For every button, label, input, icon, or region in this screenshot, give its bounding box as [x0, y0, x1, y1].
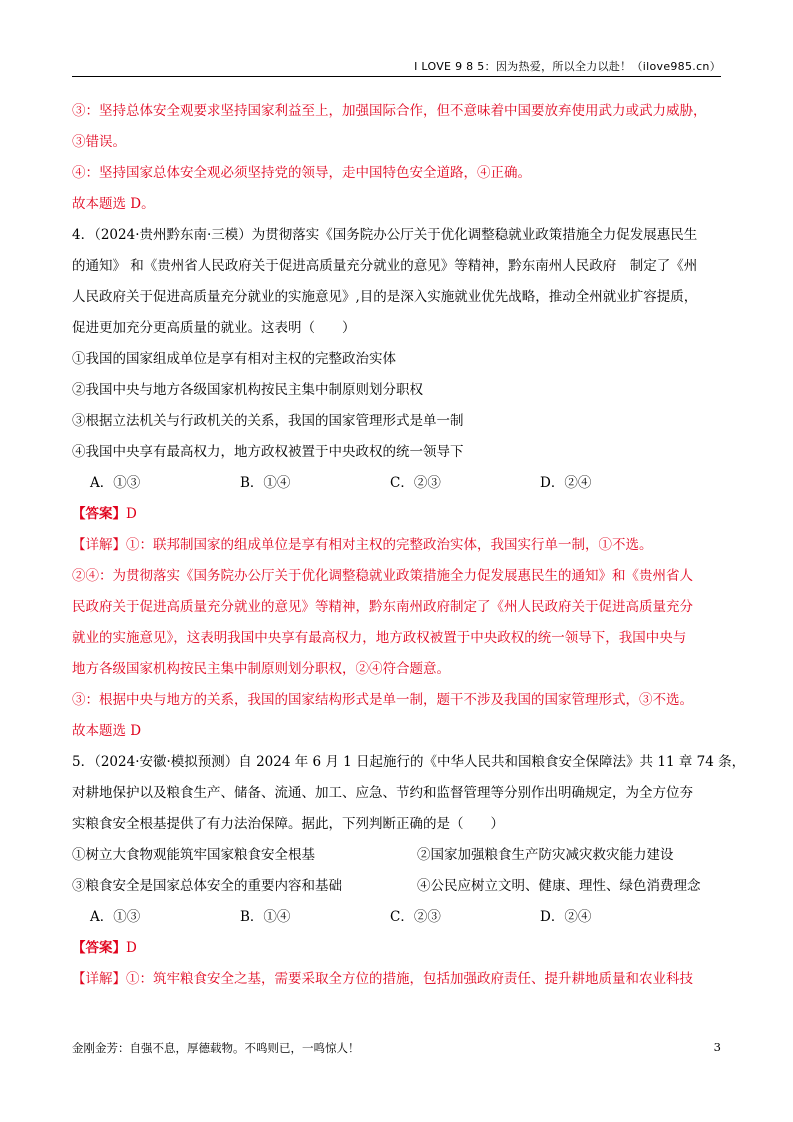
detail-line: 【详解】①：联邦制国家的组成单位是享有相对主权的完整政治实体，我国实行单一制，①不选。: [72, 537, 653, 553]
detail-line: ②④：为贯彻落实《国务院办公厅关于优化调整稳就业政策措施全力促发展惠民生的通知》和《贵州省人: [72, 568, 693, 584]
text-line: 促进更加充分更高质量的就业。这表明（ ）: [72, 320, 356, 336]
statement-1: ①我国的国家组成单位是享有相对主权的完整政治实体: [72, 351, 396, 367]
footer-motto: 金刚金芳：自强不息，厚德载物。不鸣则已，一鸣惊人！: [72, 1041, 360, 1055]
text-line: 对耕地保护以及粮食生产、储备、流通、加工、应急、节约和监督管理等分别作出明确规定，为全方位夯: [72, 785, 693, 801]
answer-label: 【答案】: [72, 940, 126, 956]
answer-5: [72, 937, 722, 968]
text-line: 实粮食安全根基提供了有力法治保障。据此，下列判断正确的是（ ）: [72, 816, 504, 832]
detail-line: ③：根据中央与地方的关系，我国的国家结构形式是单一制，题干不涉及我国的国家管理形式，③不选。: [72, 692, 693, 708]
detail-line: 地方各级国家机构按民主集中制原则划分职权，②④符合题意。: [72, 661, 450, 677]
page-content: [72, 100, 746, 999]
statement-3: ③根据立法机关与行政机关的关系，我国的国家管理形式是单一制: [72, 413, 464, 429]
header-divider: [72, 76, 721, 77]
option-a: A．①③: [90, 909, 141, 925]
statement-row: [72, 875, 722, 906]
question-4-options: [72, 472, 722, 503]
option-b: B．①④: [240, 475, 291, 491]
option-b: B．①④: [240, 909, 291, 925]
option-c: C．②③: [390, 909, 441, 925]
text-line: 故本题选 D。: [72, 196, 155, 212]
option-d: D．②④: [540, 475, 592, 491]
statement-2: ②我国中央与地方各级国家机构按民主集中制原则划分职权: [72, 382, 423, 398]
option-c: C．②③: [390, 475, 441, 491]
question-5-stem: 5．（2024·安徽·模拟预测）自 2024 年 6 月 1 日起施行的《中华人民共和国粮食安全保障法》共 11 章 74 条，: [72, 754, 746, 770]
text-line: 人民政府关于促进高质量充分就业的实施意见》,目的是深入实施就业优先战略，推动全州就业扩容提质，: [72, 289, 698, 305]
text-line: 的通知》 和《贵州省人民政府关于促进高质量充分就业的意见》等精神，黔东南州人民政府 制定了《州: [72, 258, 698, 274]
option-d: D．②④: [540, 909, 592, 925]
statement-2: ②国家加强粮食生产防灾减灾救灾能力建设: [417, 847, 674, 863]
page-footer: [72, 1040, 721, 1058]
answer-4: [72, 503, 722, 534]
option-a: A．①③: [90, 475, 141, 491]
question-4-stem: 4．（2024·贵州黔东南·三模）为贯彻落实《国务院办公厅关于优化调整稳就业政策措施全力促发展惠民生: [72, 227, 698, 243]
detail-line: 故本题选 D: [72, 723, 142, 739]
statement-3: ③粮食安全是国家总体安全的重要内容和基础: [72, 878, 342, 894]
page-number: 3: [713, 1040, 721, 1054]
answer-label: 【答案】: [72, 506, 126, 522]
detail-line: 民政府关于促进高质量充分就业的意见》等精神，黔东南州政府制定了《州人民政府关于促进高质量充分: [72, 599, 693, 615]
text-line: ③：坚持总体安全观要求坚持国家利益至上，加强国际合作，但不意味着中国要放弃使用武力或武力威胁，: [72, 103, 707, 119]
statement-4: ④我国中央享有最高权力，地方政权被置于中央政权的统一领导下: [72, 444, 464, 460]
text-line: ③错误。: [72, 134, 126, 150]
statement-row: [72, 844, 722, 875]
text-line: ④：坚持国家总体安全观必须坚持党的领导，走中国特色安全道路，④正确。: [72, 165, 531, 181]
answer-value: D: [126, 940, 137, 956]
question-5-options: [72, 906, 722, 937]
page-header: I LOVE 9 8 5：因为热爱，所以全力以赴！（ilove985.cn）: [414, 60, 721, 73]
statement-1: ①树立大食物观能筑牢国家粮食安全根基: [72, 847, 315, 863]
detail-line: 【详解】①：筑牢粮食安全之基，需要采取全方位的措施，包括加强政府责任、提升耕地质量和农业科技: [72, 971, 693, 987]
answer-value: D: [126, 506, 137, 522]
detail-line: 就业的实施意见》，这表明我国中央享有最高权力，地方政权被置于中央政权的统一领导下，我国中央与: [72, 630, 687, 646]
statement-4: ④公民应树立文明、健康、理性、绿色消费理念: [417, 878, 701, 894]
